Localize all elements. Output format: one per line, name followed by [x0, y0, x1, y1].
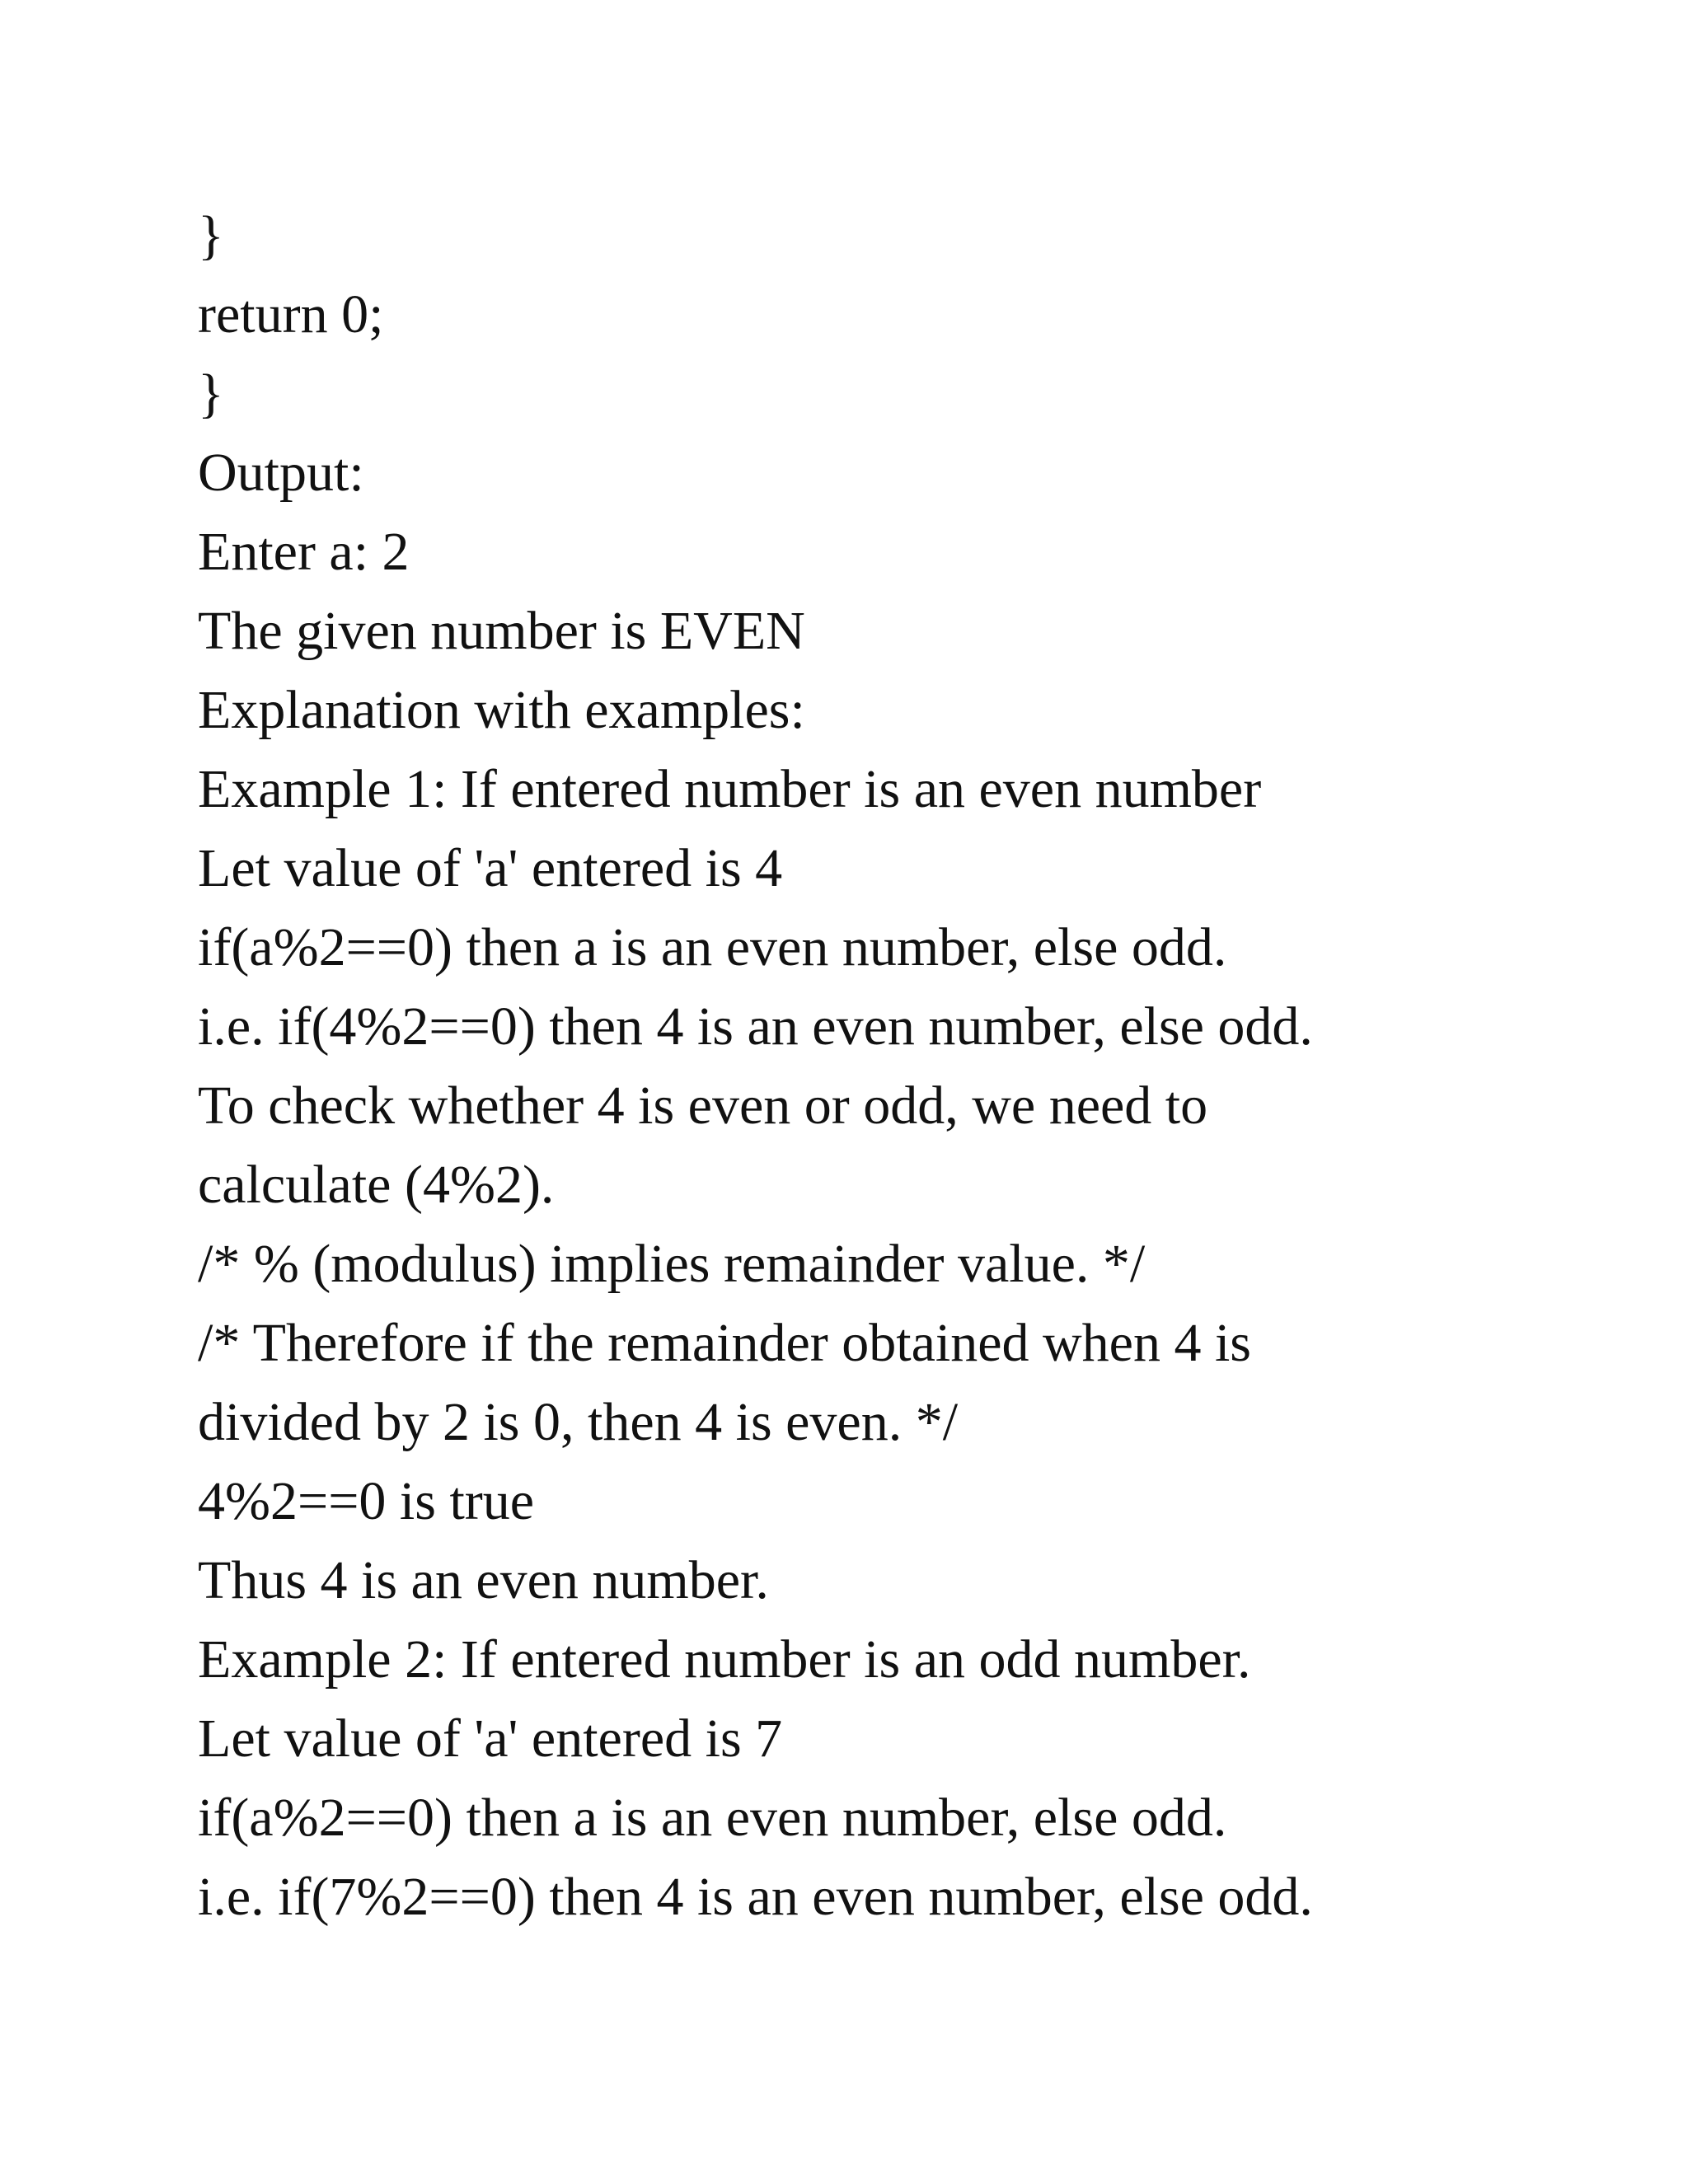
text-line: Thus 4 is an even number.: [198, 1550, 769, 1610]
explanation-heading: Explanation with examples:: [198, 680, 805, 740]
comment-line: /* % (modulus) implies remainder value. */: [198, 1234, 1146, 1294]
code-closing-brace: }: [198, 363, 224, 424]
output-line: Enter a: 2: [198, 522, 410, 582]
code-closing-brace: }: [198, 205, 224, 265]
text-line: Let value of 'a' entered is 7: [198, 1708, 783, 1769]
text-line: i.e. if(7%2==0) then 4 is an even number, else odd.: [198, 1867, 1313, 1927]
example-heading: Example 2: If entered number is an odd number.: [198, 1629, 1251, 1690]
text-line: calculate (4%2).: [198, 1155, 555, 1215]
output-line: The given number is EVEN: [198, 601, 805, 661]
comment-line: divided by 2 is 0, then 4 is even. */: [198, 1392, 959, 1452]
code-return-statement: return 0;: [198, 284, 384, 344]
comment-line: /* Therefore if the remainder obtained when 4 is: [198, 1313, 1251, 1373]
output-heading: Output:: [198, 443, 364, 503]
text-line: 4%2==0 is true: [198, 1471, 535, 1531]
text-line: if(a%2==0) then a is an even number, else odd.: [198, 917, 1227, 977]
text-line: To check whether 4 is even or odd, we need to: [198, 1076, 1208, 1136]
example-heading: Example 1: If entered number is an even number: [198, 759, 1262, 819]
text-line: if(a%2==0) then a is an even number, else odd.: [198, 1788, 1227, 1848]
text-line: Let value of 'a' entered is 4: [198, 838, 783, 898]
text-line: i.e. if(4%2==0) then 4 is an even number, else odd.: [198, 996, 1313, 1057]
document-body: [198, 196, 1517, 1937]
